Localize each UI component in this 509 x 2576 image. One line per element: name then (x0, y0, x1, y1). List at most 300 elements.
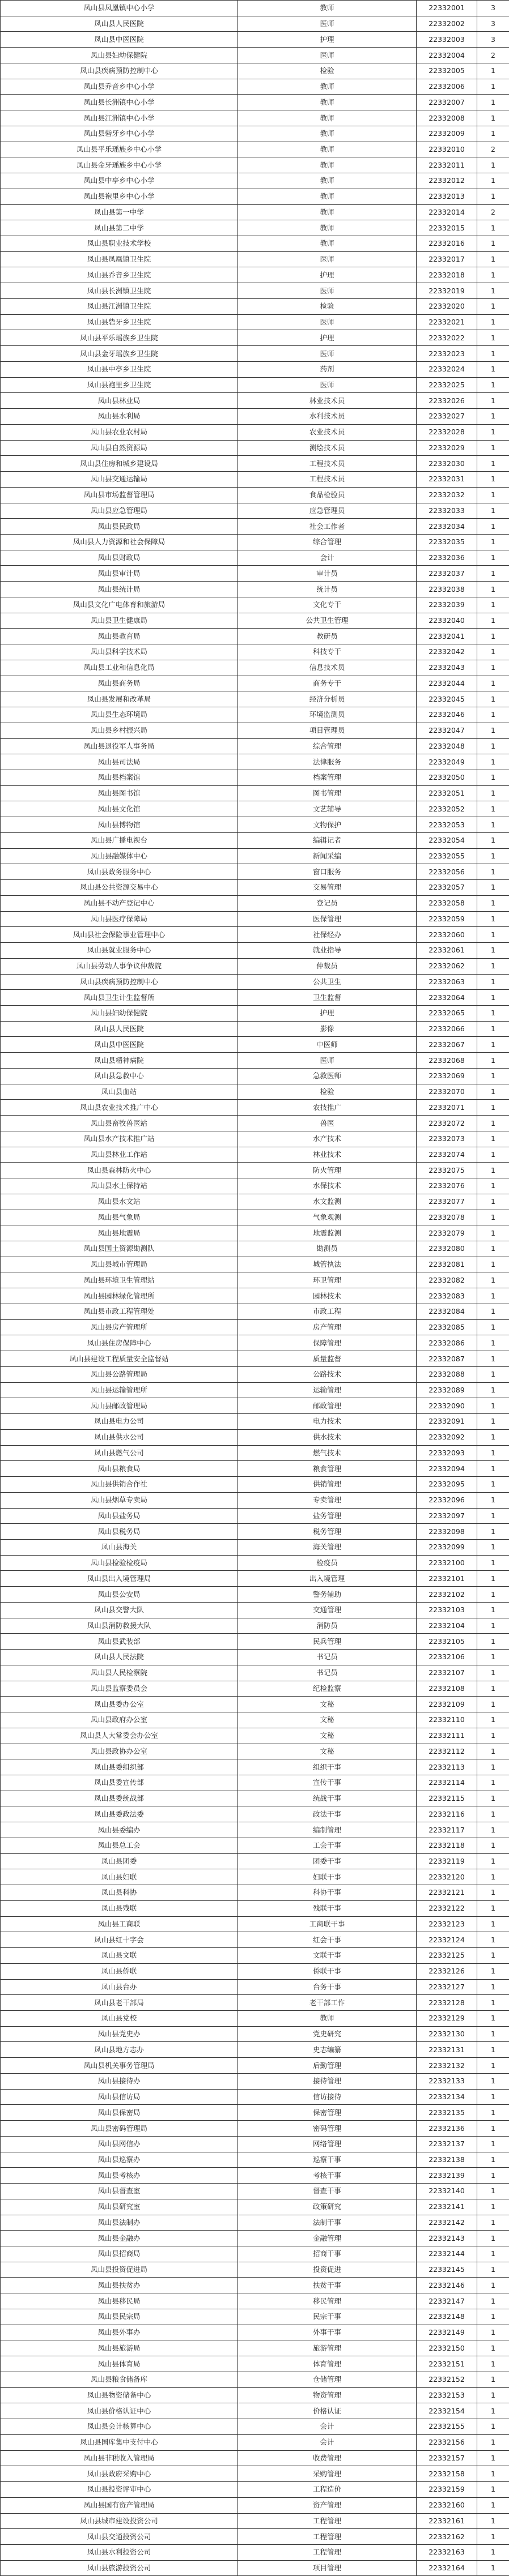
unit-cell: 凤山县统计局 (1, 582, 238, 597)
table-row (1, 691, 509, 707)
code-cell: 22332159 (417, 2482, 477, 2498)
count-cell: 1 (477, 1272, 509, 1288)
position-cell: 护理 (238, 267, 417, 283)
count-cell: 1 (477, 1916, 509, 1932)
count-cell: 1 (477, 2403, 509, 2419)
unit-cell: 凤山县教育局 (1, 629, 238, 644)
code-cell: 22332149 (417, 2325, 477, 2340)
unit-cell: 凤山县退役军人事务局 (1, 738, 238, 754)
count-cell: 1 (477, 990, 509, 1006)
unit-cell: 凤山县袍里乡卫生院 (1, 377, 238, 393)
position-cell: 妇联干事 (238, 1869, 417, 1885)
code-cell: 22332133 (417, 2073, 477, 2089)
unit-cell: 凤山县科学技术局 (1, 644, 238, 660)
table-row (1, 1241, 509, 1257)
position-cell: 教师 (238, 95, 417, 110)
table-row (1, 1335, 509, 1351)
count-cell: 1 (477, 1963, 509, 1979)
code-cell: 22332103 (417, 1602, 477, 1618)
code-cell: 22332008 (417, 110, 477, 126)
table-row (1, 1759, 509, 1775)
count-cell: 1 (477, 738, 509, 754)
position-cell: 教师 (238, 220, 417, 236)
count-cell: 1 (477, 1775, 509, 1791)
unit-cell: 凤山县农业技术推广中心 (1, 1100, 238, 1116)
unit-cell: 凤山县自然资源局 (1, 440, 238, 456)
count-cell: 1 (477, 1241, 509, 1257)
count-cell: 1 (477, 1366, 509, 1382)
unit-cell: 凤山县网信办 (1, 2136, 238, 2152)
table-body (1, 1, 509, 2576)
count-cell: 1 (477, 676, 509, 691)
count-cell: 1 (477, 1744, 509, 1759)
position-cell: 医师 (238, 1053, 417, 1069)
table-row (1, 1869, 509, 1885)
unit-cell: 凤山县地方志办 (1, 2042, 238, 2058)
position-cell: 公共卫生管理 (238, 613, 417, 629)
unit-cell: 凤山县妇幼保健院 (1, 1006, 238, 1022)
count-cell: 1 (477, 2089, 509, 2105)
position-cell: 社保经办 (238, 927, 417, 943)
table-row (1, 1697, 509, 1712)
count-cell: 1 (477, 1885, 509, 1901)
code-cell: 22332077 (417, 1194, 477, 1210)
code-cell: 22332051 (417, 785, 477, 801)
unit-cell: 凤山县林业工作站 (1, 1147, 238, 1163)
unit-cell: 凤山县畜牧兽医站 (1, 1116, 238, 1131)
table-row (1, 63, 509, 79)
table-row (1, 1, 509, 16)
code-cell: 22332158 (417, 2466, 477, 2482)
table-row (1, 1948, 509, 1964)
count-cell: 1 (477, 1429, 509, 1445)
position-cell: 环境监测员 (238, 707, 417, 723)
table-row (1, 832, 509, 848)
position-cell: 急救医师 (238, 1068, 417, 1084)
position-cell: 保密管理 (238, 2105, 417, 2121)
position-cell: 中医师 (238, 1037, 417, 1053)
table-row (1, 2215, 509, 2231)
position-cell: 邮政管理 (238, 1398, 417, 1414)
unit-cell: 凤山县乡村振兴局 (1, 723, 238, 738)
unit-cell: 凤山县法制办 (1, 2215, 238, 2231)
code-cell: 22332065 (417, 1006, 477, 1022)
code-cell: 22332114 (417, 1775, 477, 1791)
table-row (1, 1021, 509, 1037)
count-cell: 1 (477, 1335, 509, 1351)
code-cell: 22332147 (417, 2293, 477, 2309)
unit-cell: 凤山县疾病预防控制中心 (1, 974, 238, 990)
count-cell: 2 (477, 142, 509, 157)
count-cell: 1 (477, 95, 509, 110)
code-cell: 22332030 (417, 456, 477, 472)
count-cell: 1 (477, 2466, 509, 2482)
count-cell: 1 (477, 1791, 509, 1806)
code-cell: 22332003 (417, 32, 477, 48)
code-cell: 22332006 (417, 79, 477, 95)
code-cell: 22332062 (417, 958, 477, 974)
count-cell: 1 (477, 1147, 509, 1163)
position-cell: 教师 (238, 2011, 417, 2027)
count-cell: 1 (477, 1602, 509, 1618)
position-cell: 文联干事 (238, 1948, 417, 1964)
unit-cell: 凤山县交通运输局 (1, 472, 238, 488)
code-cell: 22332097 (417, 1508, 477, 1524)
unit-cell: 凤山县应急管理局 (1, 503, 238, 519)
table-row (1, 676, 509, 691)
table-row (1, 1068, 509, 1084)
table-row (1, 298, 509, 314)
table-row (1, 927, 509, 943)
code-cell: 22332023 (417, 346, 477, 362)
code-cell: 22332164 (417, 2560, 477, 2576)
position-cell: 采购管理 (238, 2466, 417, 2482)
position-cell: 工程造价 (238, 2482, 417, 2498)
table-row (1, 848, 509, 864)
unit-cell: 凤山县研究室 (1, 2199, 238, 2215)
table-row (1, 1791, 509, 1806)
table-row (1, 1445, 509, 1461)
unit-cell: 凤山县消防救援大队 (1, 1618, 238, 1634)
table-row (1, 2262, 509, 2278)
count-cell: 1 (477, 1508, 509, 1524)
unit-cell: 凤山县红十字会 (1, 1932, 238, 1948)
count-cell: 1 (477, 1759, 509, 1775)
position-cell: 气象观测 (238, 1210, 417, 1225)
code-cell: 22332055 (417, 848, 477, 864)
unit-cell: 凤山县考核办 (1, 2168, 238, 2184)
count-cell: 1 (477, 2497, 509, 2513)
table-row (1, 487, 509, 503)
table-row (1, 1618, 509, 1634)
count-cell: 1 (477, 2293, 509, 2309)
table-row (1, 1147, 509, 1163)
position-cell: 法制干事 (238, 2215, 417, 2231)
unit-cell: 凤山县不动产登记中心 (1, 895, 238, 911)
position-cell: 医保管理 (238, 911, 417, 927)
position-cell: 影像 (238, 1021, 417, 1037)
unit-cell: 凤山县博物馆 (1, 817, 238, 833)
code-cell: 22332162 (417, 2529, 477, 2545)
count-cell: 1 (477, 770, 509, 785)
table-row (1, 126, 509, 142)
count-cell: 1 (477, 472, 509, 488)
code-cell: 22332072 (417, 1116, 477, 1131)
table-row (1, 2293, 509, 2309)
table-row (1, 2184, 509, 2199)
code-cell: 22332102 (417, 1587, 477, 1603)
count-cell: 1 (477, 1618, 509, 1634)
table-row (1, 1539, 509, 1555)
table-row (1, 2356, 509, 2372)
code-cell: 22332125 (417, 1948, 477, 1964)
position-cell: 交通管理 (238, 1602, 417, 1618)
count-cell: 1 (477, 1006, 509, 1022)
position-cell: 卫生监督 (238, 990, 417, 1006)
table-row (1, 738, 509, 754)
unit-cell: 凤山县水利局 (1, 409, 238, 425)
count-cell: 1 (477, 1068, 509, 1084)
code-cell: 22332091 (417, 1414, 477, 1430)
code-cell: 22332122 (417, 1900, 477, 1916)
position-cell: 纪检监察 (238, 1681, 417, 1697)
count-cell: 1 (477, 1084, 509, 1100)
code-cell: 22332073 (417, 1131, 477, 1147)
count-cell: 1 (477, 2544, 509, 2560)
table-row (1, 2529, 509, 2545)
code-cell: 22332069 (417, 1068, 477, 1084)
table-row (1, 2387, 509, 2403)
code-cell: 22332124 (417, 1932, 477, 1948)
count-cell: 1 (477, 2215, 509, 2231)
code-cell: 22332038 (417, 582, 477, 597)
position-cell: 物资管理 (238, 2387, 417, 2403)
code-cell: 22332101 (417, 1571, 477, 1587)
code-cell: 22332070 (417, 1084, 477, 1100)
unit-cell: 凤山县委组织部 (1, 1759, 238, 1775)
count-cell: 1 (477, 1225, 509, 1241)
position-cell: 会计 (238, 550, 417, 566)
unit-cell: 凤山县住房和城乡建设局 (1, 456, 238, 472)
code-cell: 22332033 (417, 503, 477, 519)
count-cell: 1 (477, 267, 509, 283)
unit-cell: 凤山县会计核算中心 (1, 2419, 238, 2435)
code-cell: 22332143 (417, 2231, 477, 2246)
table-row (1, 2482, 509, 2498)
unit-cell: 凤山县台办 (1, 1979, 238, 1995)
count-cell: 1 (477, 2325, 509, 2340)
unit-cell: 凤山县文化广电体育和旅游局 (1, 597, 238, 613)
position-cell: 督查干事 (238, 2184, 417, 2199)
position-cell: 会计 (238, 2419, 417, 2435)
unit-cell: 凤山县人民医院 (1, 1021, 238, 1037)
table-row (1, 2168, 509, 2184)
count-cell: 1 (477, 2199, 509, 2215)
position-cell: 价格认证 (238, 2403, 417, 2419)
code-cell: 22332099 (417, 1539, 477, 1555)
code-cell: 22332145 (417, 2262, 477, 2278)
unit-cell: 凤山县融媒体中心 (1, 848, 238, 864)
unit-cell: 凤山县工业和信息化局 (1, 660, 238, 676)
unit-cell: 凤山县价格认证中心 (1, 2403, 238, 2419)
position-cell: 专卖管理 (238, 1492, 417, 1508)
code-cell: 22332015 (417, 220, 477, 236)
table-row (1, 456, 509, 472)
code-cell: 22332053 (417, 817, 477, 833)
table-row (1, 1163, 509, 1178)
position-cell: 医师 (238, 346, 417, 362)
count-cell: 1 (477, 1555, 509, 1571)
table-row (1, 2089, 509, 2105)
position-cell: 审计员 (238, 566, 417, 582)
position-cell: 投资促进 (238, 2262, 417, 2278)
unit-cell: 凤山县党史办 (1, 2026, 238, 2042)
code-cell: 22332082 (417, 1272, 477, 1288)
code-cell: 22332115 (417, 1791, 477, 1806)
table-row (1, 2466, 509, 2482)
count-cell: 1 (477, 1539, 509, 1555)
position-cell: 公路技术 (238, 1366, 417, 1382)
position-cell: 民兵管理 (238, 1634, 417, 1650)
count-cell: 1 (477, 2340, 509, 2356)
code-cell: 22332111 (417, 1728, 477, 1744)
code-cell: 22332035 (417, 534, 477, 550)
position-cell: 教师 (238, 189, 417, 204)
table-row (1, 377, 509, 393)
code-cell: 22332096 (417, 1492, 477, 1508)
code-cell: 22332036 (417, 550, 477, 566)
code-cell: 22332043 (417, 660, 477, 676)
count-cell: 1 (477, 2058, 509, 2074)
unit-cell: 凤山县国有资产管理局 (1, 2497, 238, 2513)
code-cell: 22332116 (417, 1806, 477, 1822)
position-cell: 燃气技术 (238, 1445, 417, 1461)
position-cell: 检验 (238, 298, 417, 314)
code-cell: 22332109 (417, 1697, 477, 1712)
table-row (1, 958, 509, 974)
position-cell: 交易管理 (238, 880, 417, 896)
code-cell: 22332026 (417, 393, 477, 409)
position-cell: 文秘 (238, 1744, 417, 1759)
code-cell: 22332024 (417, 361, 477, 377)
unit-cell: 凤山县工商联 (1, 1916, 238, 1932)
unit-cell: 凤山县党校 (1, 2011, 238, 2027)
code-cell: 22332042 (417, 644, 477, 660)
position-cell: 文秘 (238, 1712, 417, 1728)
code-cell: 22332127 (417, 1979, 477, 1995)
unit-cell: 凤山县委办公室 (1, 1697, 238, 1712)
code-cell: 22332139 (417, 2168, 477, 2184)
unit-cell: 凤山县文联 (1, 1948, 238, 1964)
unit-cell: 凤山县人民检察院 (1, 1665, 238, 1681)
count-cell: 1 (477, 1665, 509, 1681)
position-cell: 法律服务 (238, 754, 417, 770)
position-cell: 扶贫干事 (238, 2278, 417, 2293)
position-cell: 税务管理 (238, 1524, 417, 1540)
code-cell: 22332016 (417, 236, 477, 252)
unit-cell: 凤山县卫生健康局 (1, 613, 238, 629)
position-cell: 团委干事 (238, 1853, 417, 1869)
code-cell: 22332049 (417, 754, 477, 770)
table-row (1, 330, 509, 346)
position-cell: 图书管理 (238, 785, 417, 801)
position-cell: 会计 (238, 2434, 417, 2450)
table-row (1, 534, 509, 550)
table-row (1, 1602, 509, 1618)
unit-cell: 凤山县乔音乡卫生院 (1, 267, 238, 283)
table-row (1, 597, 509, 613)
table-row (1, 1272, 509, 1288)
code-cell: 22332094 (417, 1461, 477, 1477)
position-cell: 编辑记者 (238, 832, 417, 848)
table-row (1, 1900, 509, 1916)
code-cell: 22332144 (417, 2246, 477, 2262)
position-cell: 医师 (238, 314, 417, 330)
table-row (1, 409, 509, 425)
count-cell: 1 (477, 157, 509, 173)
position-cell: 综合管理 (238, 738, 417, 754)
unit-cell: 凤山县政府办公室 (1, 1712, 238, 1728)
table-row (1, 2121, 509, 2137)
code-cell: 22332092 (417, 1429, 477, 1445)
table-row (1, 629, 509, 644)
table-row (1, 189, 509, 204)
position-cell: 台务干事 (238, 1979, 417, 1995)
count-cell: 1 (477, 2356, 509, 2372)
count-cell: 1 (477, 1587, 509, 1603)
count-cell: 1 (477, 1822, 509, 1838)
unit-cell: 凤山县平乐瑶族乡中心小学 (1, 142, 238, 157)
unit-cell: 凤山县第二中学 (1, 220, 238, 236)
count-cell: 1 (477, 613, 509, 629)
count-cell: 1 (477, 2262, 509, 2278)
position-cell: 科协干事 (238, 1885, 417, 1901)
position-cell: 窗口服务 (238, 864, 417, 880)
code-cell: 22332161 (417, 2513, 477, 2529)
table-row (1, 1916, 509, 1932)
table-row (1, 880, 509, 896)
count-cell: 1 (477, 2560, 509, 2576)
unit-cell: 凤山县水利投资公司 (1, 2544, 238, 2560)
code-cell: 22332157 (417, 2450, 477, 2466)
position-cell: 医师 (238, 283, 417, 299)
unit-cell: 凤山县民宗局 (1, 2309, 238, 2325)
table-row (1, 2136, 509, 2152)
code-cell: 22332081 (417, 1257, 477, 1272)
count-cell: 1 (477, 2529, 509, 2545)
unit-cell: 凤山县招商局 (1, 2246, 238, 2262)
table-row (1, 1587, 509, 1603)
table-row (1, 1524, 509, 1540)
code-cell: 22332154 (417, 2403, 477, 2419)
table-row (1, 1508, 509, 1524)
table-row (1, 1288, 509, 1304)
unit-cell: 凤山县妇联 (1, 1869, 238, 1885)
unit-cell: 凤山县邮政管理局 (1, 1398, 238, 1414)
unit-cell: 凤山县保密局 (1, 2105, 238, 2121)
count-cell: 1 (477, 2168, 509, 2184)
code-cell: 22332136 (417, 2121, 477, 2137)
table-row (1, 2325, 509, 2340)
position-cell: 工程技术员 (238, 472, 417, 488)
count-cell: 1 (477, 629, 509, 644)
unit-cell: 凤山县市场监督管理局 (1, 487, 238, 503)
count-cell: 1 (477, 456, 509, 472)
unit-cell: 凤山县公安局 (1, 1587, 238, 1603)
position-cell: 公共卫生 (238, 974, 417, 990)
unit-cell: 凤山县医疗保障局 (1, 911, 238, 927)
count-cell: 1 (477, 958, 509, 974)
code-cell: 22332137 (417, 2136, 477, 2152)
table-row (1, 2497, 509, 2513)
unit-cell: 凤山县物资储备中心 (1, 2387, 238, 2403)
unit-cell: 凤山县委统战部 (1, 1791, 238, 1806)
table-row (1, 1382, 509, 1398)
unit-cell: 凤山县凤凰镇中心小学 (1, 1, 238, 16)
code-cell: 22332060 (417, 927, 477, 943)
position-cell: 工商联干事 (238, 1916, 417, 1932)
unit-cell: 凤山县林业局 (1, 393, 238, 409)
code-cell: 22332002 (417, 16, 477, 32)
position-cell: 招商干事 (238, 2246, 417, 2262)
position-cell: 信息技术员 (238, 660, 417, 676)
position-cell: 档案管理 (238, 770, 417, 785)
unit-cell: 凤山县监察委员会 (1, 1681, 238, 1697)
position-cell: 水产技术 (238, 1131, 417, 1147)
count-cell: 1 (477, 377, 509, 393)
code-cell: 22332012 (417, 173, 477, 189)
position-cell: 警务辅助 (238, 1587, 417, 1603)
